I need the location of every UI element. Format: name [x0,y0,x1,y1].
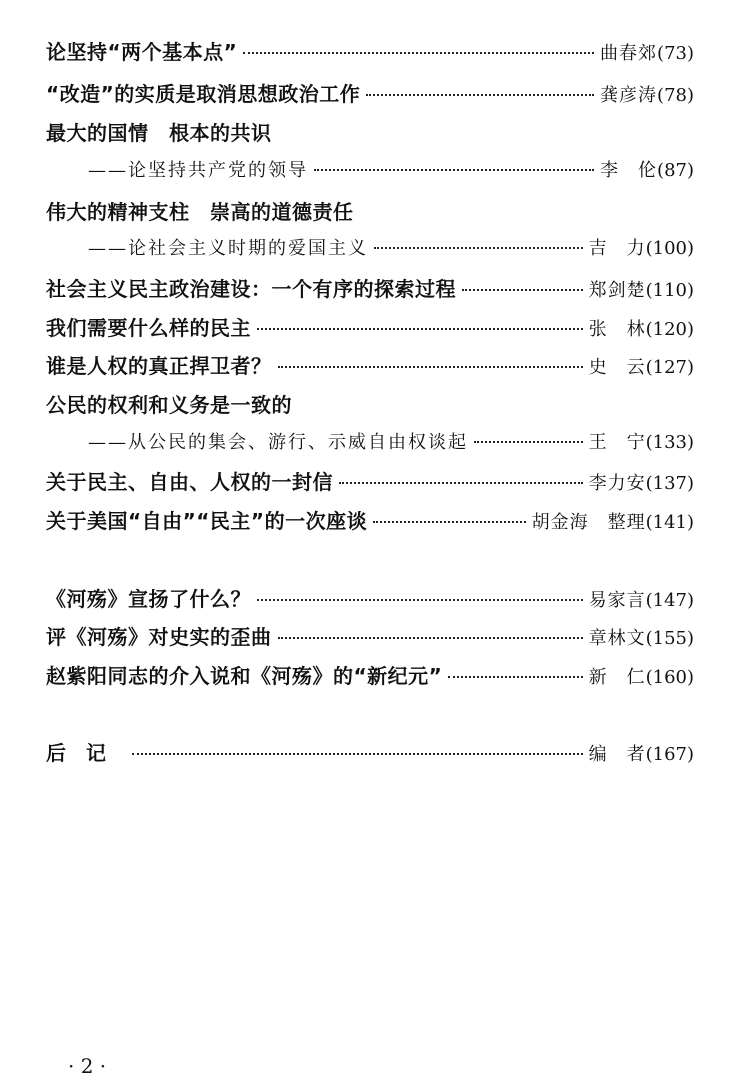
toc-entry-subtitle [88,234,694,266]
entry-author: 史 云 [588,357,646,378]
entry-title: 关于美国“自由”“民主”的一次座谈 [46,509,368,533]
entry-page: (167) [645,744,694,765]
entry-author: 李力安 [588,473,646,494]
entry-title: 关于民主、自由、人权的一封信 [46,470,333,494]
dot-leader [257,599,583,601]
entry-title: 赵紫阳同志的介入说和《河殇》的“新纪元” [46,664,443,688]
toc-entry [46,621,694,653]
entry-title: 社会主义民主政治建设：一个有序的探索过程 [46,277,456,301]
entry-author: 李 伦 [600,160,658,181]
toc-entry-heading [46,196,694,228]
dot-leader [462,289,583,291]
toc-entry [46,350,694,382]
entry-title: 谁是人权的真正捍卫者？ [46,354,272,378]
dot-leader [373,521,526,523]
toc-entry [46,466,694,498]
dot-leader [474,441,583,443]
toc-entry [46,312,694,344]
entry-author: 易家言 [588,590,646,611]
entry-author: 龚彦涛 [600,85,658,106]
entry-title: 后记 [46,741,126,765]
entry-author: 编 者 [588,744,646,765]
entry-page: (127) [645,357,694,378]
dot-leader [366,94,594,96]
entry-title: 伟大的精神支柱 崇高的道德责任 [46,200,354,224]
entry-title: “改造”的实质是取消思想政治工作 [46,82,361,106]
dot-leader [278,366,583,368]
entry-page: (141) [645,512,694,533]
dot-leader [257,328,583,330]
entry-page: (87) [657,160,694,181]
entry-page: (120) [645,319,694,340]
toc-entry-subtitle [88,156,694,188]
toc-entry-heading [46,117,694,149]
entry-author: 王 宁 [588,432,646,453]
entry-author: 章林文 [588,628,646,649]
entry-author: 胡金海 整理 [531,512,646,533]
toc-entry [46,583,694,615]
entry-author: 吉 力 [588,238,646,259]
entry-title: 评《河殇》对史实的歪曲 [46,625,272,649]
toc-entry [46,737,694,769]
entry-title: 最大的国情 根本的共识 [46,121,272,145]
page-number: · 2 · [68,1054,107,1078]
entry-author: 曲春郊 [600,43,658,64]
entry-title: 公民的权利和义务是一致的 [46,393,292,417]
entry-author: 张 林 [588,319,646,340]
entry-title: 我们需要什么样的民主 [46,316,251,340]
entry-author: 郑剑楚 [588,280,646,301]
entry-page: (147) [645,590,694,611]
dot-leader [374,247,583,249]
entry-title: 论坚持“两个基本点” [46,40,238,64]
entry-subtitle: ——从公民的集会、游行、示威自由权谈起 [88,432,468,453]
toc-entry [46,660,694,692]
toc-entry-subtitle [88,428,694,460]
dot-leader [132,753,583,755]
entry-page: (155) [645,628,694,649]
entry-title: 《河殇》宣扬了什么？ [46,587,251,611]
entry-page: (73) [657,43,694,64]
toc-entry [46,36,694,68]
entry-page: (160) [645,667,694,688]
entry-page: (133) [645,432,694,453]
toc-entry [46,78,694,110]
entry-subtitle: ——论社会主义时期的爱国主义 [88,238,368,259]
entry-page: (137) [645,473,694,494]
entry-page: (78) [657,85,694,106]
dot-leader [339,482,583,484]
entry-page: (110) [645,280,694,301]
dot-leader [278,637,583,639]
toc-entry [46,505,694,537]
dot-leader [243,52,594,54]
toc-entry-heading [46,389,694,421]
entry-author: 新 仁 [588,667,646,688]
dot-leader [314,169,594,171]
entry-subtitle: ——论坚持共产党的领导 [88,160,308,181]
dot-leader [448,676,582,678]
toc-entry [46,273,694,305]
entry-page: (100) [645,238,694,259]
